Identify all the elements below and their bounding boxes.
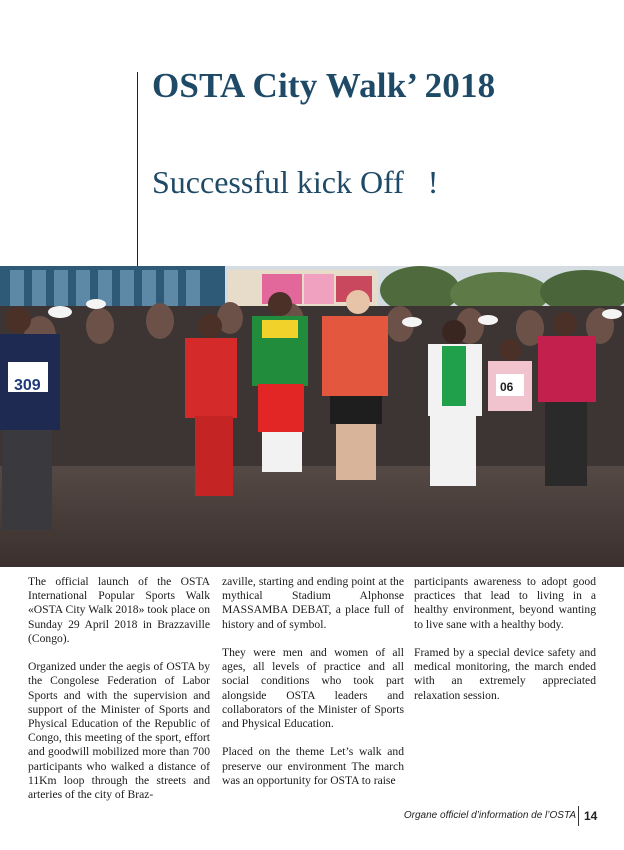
paragraph: The official launch of the OSTA International Popular Sports Walk «OSTA City Walk 2018» took place on Sunday 29 April 2018 in Brazzaville (Congo). [28,575,210,645]
page-number: 14 [584,809,598,823]
footer-divider [578,806,579,826]
paragraph: They were men and women of all ages, all levels of practice and all social conditions who took part alongside OSTA leaders and collaborators of the Minister of Sports and Physical Education. [222,646,404,731]
article-subtitle: Successful kick Off ! [152,164,439,200]
bib-number-06: 06 [500,380,514,394]
footer-publication: Organe officiel d’information de l’OSTA [403,810,576,821]
paragraph: Placed on the theme Let’s walk and preserve our environment The march was an opportunity for OSTA to raise [222,745,404,787]
paragraph: participants awareness to adopt good practices that lead to living in a healthy environment, beyond wanting to live sane with a healthy body. [414,575,596,631]
walk-crowd-photo [0,266,624,567]
paragraph: Organized under the aegis of OSTA by the Congolese Federation of Labor Sports and with the supervision and support of the Minister of Sports and Physical Education of the Republic of Congo, this meeting of the sport, effort and goodwill mobilized more than 700 participants who walked a distance of 11Km loop through the streets and arteries of the city of Braz- [28,660,210,802]
header-divider-line [137,72,138,266]
paragraph: zaville, starting and ending point at the mythical Stadium Alphonse MASSAMBA DEBAT, a place full of history and of symbol. [222,575,404,631]
article-column-2 [222,575,404,802]
article-title: OSTA City Walk’ 2018 [152,66,496,105]
bib-number-309: 309 [14,377,41,394]
article-column-1 [28,575,210,816]
article-column-3 [414,575,596,717]
paragraph: Framed by a special device safety and medical monitoring, the march ended with an extremely appreciated relaxation session. [414,646,596,702]
